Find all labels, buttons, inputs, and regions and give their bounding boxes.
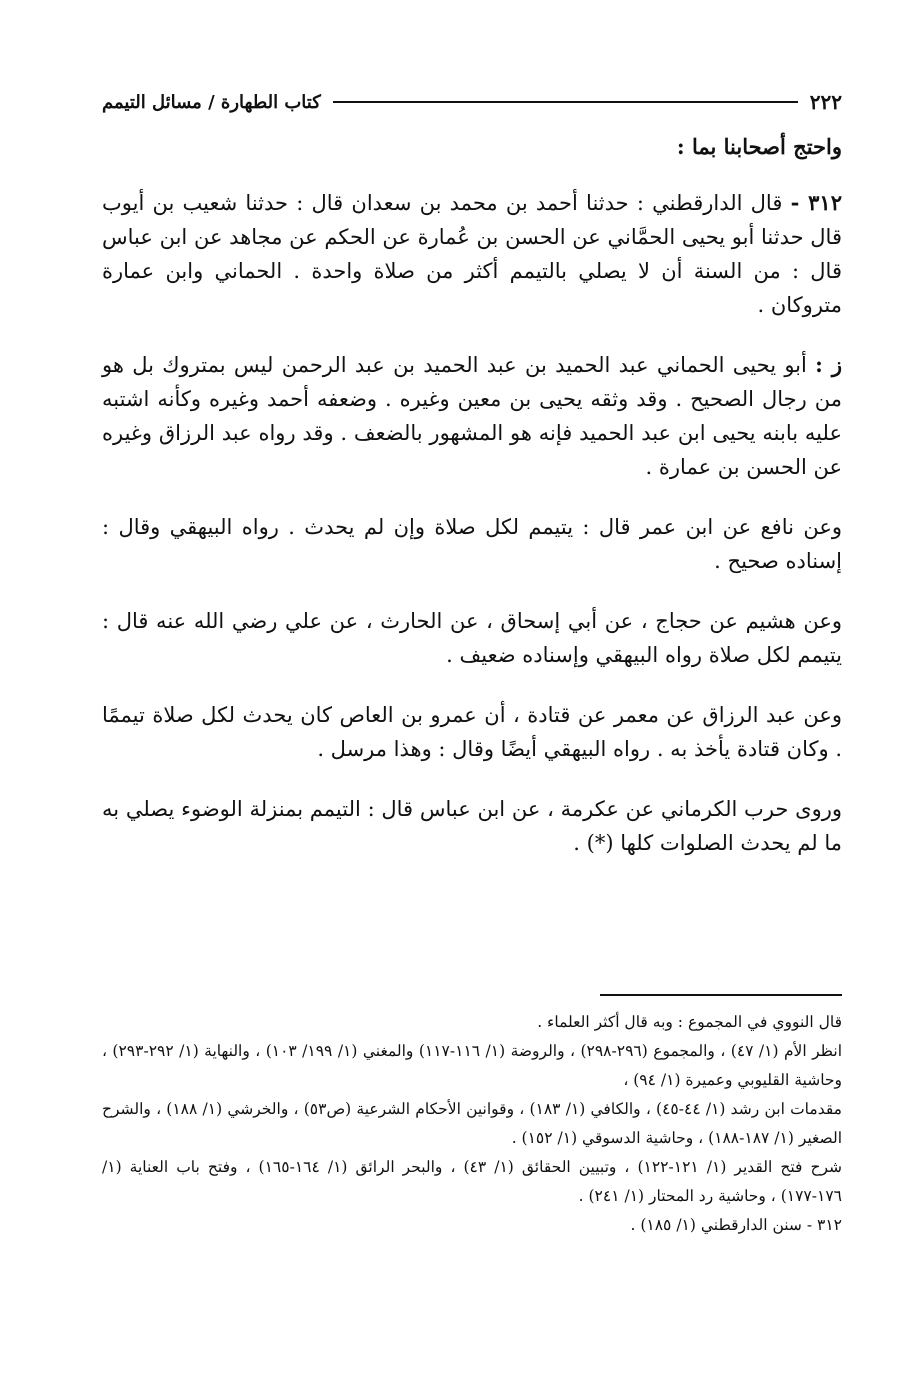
header-rule xyxy=(333,101,798,103)
page-number: ٢٢٢ xyxy=(809,90,842,114)
page-header xyxy=(102,84,842,120)
footnote-nawawi: قال النووي في المجموع : وبه قال أكثر العلماء . xyxy=(537,1013,842,1031)
footnote-source: ٣١٢ - سنن الدارقطني (١/ ١٨٥) . xyxy=(630,1216,842,1234)
paragraph-harb-al-kirmani: وروى حرب الكرماني عن عكرمة ، عن ابن عباس قال : التيمم بمنزلة الوضوء يصلي به ما لم يحدث الصلوات كلها (*) . xyxy=(102,797,842,855)
running-title: كتاب الطهارة / مسائل التيمم xyxy=(102,91,321,113)
paragraph-abd-al-razzaq: وعن عبد الرزاق عن معمر عن قتادة ، أن عمرو بن العاص كان يحدث لكل صلاة تيممًا . وكان قتادة يأخذ به . رواه البيهقي أيضًا وقال : وهذا مرسل . xyxy=(102,703,842,761)
commentary-paragraph xyxy=(102,348,842,484)
footnote-separator xyxy=(600,994,842,996)
hadith-text: قال الدارقطني : حدثنا أحمد بن محمد بن سعدان قال : حدثنا شعيب بن أيوب قال حدثنا أبو يحيى الحمَّاني عن الحسن بن عُمارة عن الحكم عن مجاهد عن ابن عباس قال : من السنة أن لا يصلي بالتيمم أكثر من صلاة واحدة . الحماني وابن عمارة متروكان . xyxy=(102,191,842,317)
footnote-maliki-refs: مقدمات ابن رشد (١/ ٤٤-٤٥) ، والكافي (١/ ١٨٣) ، وقوانين الأحكام الشرعية (ص٥٣) ، والخرشي (١/ ١٨٨) ، والشرح الصغير (١/ ١٨٧-١٨٨) ، وحاشية الدسوقي (١/ ١٥٢) . xyxy=(102,1100,842,1147)
commentary-text: أبو يحيى الحماني عبد الحميد بن عبد الحميد بن عبد الرحمن ليس بمتروك بل هو من رجال الصحيح . وقد وثقه يحيى بن معين وغيره . وضعفه أحمد وغيره وكأنه اشتبه عليه بابنه يحيى ابن عبد الحميد فإنه هو المشهور بالضعف . وقد رواه عبد الرزاق وغيره عن الحسن بن عمارة . xyxy=(102,353,842,479)
main-text xyxy=(102,130,842,886)
hadith-paragraph xyxy=(102,186,842,322)
footnotes xyxy=(102,1008,842,1240)
paragraph-ibn-umar: وعن نافع عن ابن عمر قال : يتيمم لكل صلاة وإن لم يحدث . رواه البيهقي وقال : إسناده صحيح . xyxy=(102,515,842,573)
footnote-hanafi-refs: شرح فتح القدير (١/ ١٢١-١٢٢) ، وتبيين الحقائق (١/ ٤٣) ، والبحر الرائق (١/ ١٦٤-١٦٥) ، وفتح باب العناية (١/ ١٧٦-١٧٧) ، وحاشية رد المحتار (١/ ٢٤١) . xyxy=(102,1158,842,1205)
footnote-shafii-refs: انظر الأم (١/ ٤٧) ، والمجموع (٢٩٦-٢٩٨) ، والروضة (١/ ١١٦-١١٧) والمغني (١/ ١٩٩/ ١٠٣) ، والنهاية (١/ ٢٩٢-٢٩٣) ، وحاشية القليوبي وعميرة (١/ ٩٤) ، xyxy=(102,1042,843,1089)
lead-line: واحتج أصحابنا بما : xyxy=(676,134,842,159)
hadith-number: ٣١٢ - xyxy=(790,190,842,215)
paragraph-hushaym: وعن هشيم عن حجاج ، عن أبي إسحاق ، عن الحارث ، عن علي رضي الله عنه قال : يتيمم لكل صلاة رواه البيهقي وإسناده ضعيف . xyxy=(102,609,842,667)
commentary-mark: ز : xyxy=(815,352,842,377)
